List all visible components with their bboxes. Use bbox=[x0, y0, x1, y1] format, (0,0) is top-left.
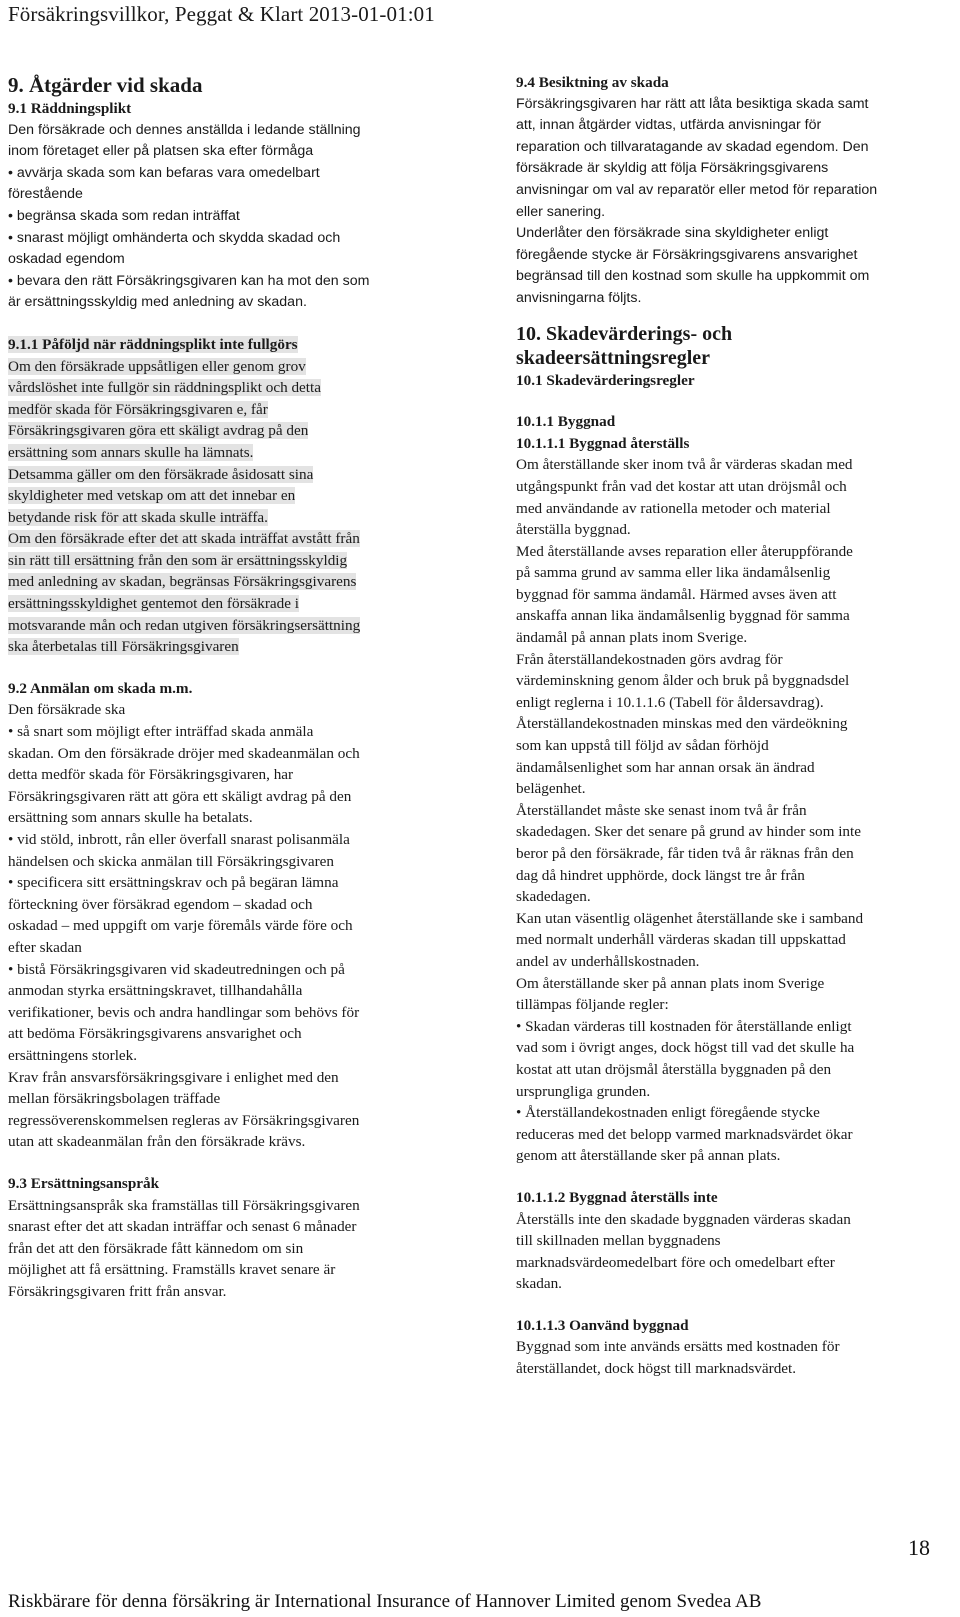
text-line: • vid stöld, inbrott, rån eller överfall snarast polisanmäla bbox=[8, 831, 350, 848]
text-line: snarast efter det att skadan inträffar och senast 6 månader bbox=[8, 1218, 357, 1236]
text-line: Den försäkrade ska bbox=[8, 701, 126, 719]
text-line: motsvarande mån och redan utgiven försäkringsersättning bbox=[8, 616, 361, 634]
text-line: skyldigheter med vetskap om att det innebar en bbox=[8, 487, 296, 505]
text-line: • så snart som möjligt efter inträffad skada anmäla bbox=[8, 723, 314, 741]
text-line: försäkrade är skyldig att följa Försäkringsgivarens bbox=[516, 160, 829, 177]
text-line: reparation och tillvaratagande av skadad egendom. Den bbox=[516, 138, 869, 155]
text-line: med anledning av skadan, begränsas Försäkringsgivarens bbox=[8, 573, 357, 591]
section-10-1-1-1-body bbox=[516, 454, 956, 1167]
section-10-1-1-2-title: 10.1.1.2 Byggnad återställs inte bbox=[516, 1188, 718, 1206]
text-line: regressöverenskommelsen regleras av Försäkringsgivaren bbox=[8, 1111, 360, 1129]
text-line: • Återställandekostnaden enligt föregående stycke bbox=[516, 1104, 820, 1122]
text-line: enligt reglerna i 10.1.1.6 (Tabell för åldersavdrag). bbox=[516, 693, 824, 711]
text-line: händelsen och skicka anmälan till Försäkringsgivaren bbox=[8, 852, 335, 870]
text-line: är ersättningsskyldig med anledning av skadan. bbox=[8, 294, 307, 311]
text-line: ursprungliga grunden. bbox=[516, 1082, 651, 1100]
text-line: skadan. bbox=[516, 1275, 562, 1293]
text-line: utan att skadeanmälan från den försäkrade krävs. bbox=[8, 1133, 306, 1151]
text-line: belägenhet. bbox=[516, 780, 586, 798]
text-line: oskadad – med uppgift om varje föremåls värde före och bbox=[8, 917, 353, 935]
text-line: Återställs inte den skadade byggnaden värderas skadan bbox=[516, 1210, 851, 1228]
section-9-1-title: 9.1 Räddningsplikt bbox=[8, 100, 132, 117]
text-line: Om den försäkrade efter det att skada inträffat avstått från bbox=[8, 530, 360, 548]
section-9-title: 9. Åtgärder vid skada bbox=[8, 73, 203, 97]
text-line: Om den försäkrade uppsåtligen eller genom grov bbox=[8, 357, 306, 375]
text-line: dag då hindret upphörde, dock längst tre år från bbox=[516, 866, 805, 884]
text-line: Försäkringsgivaren har rätt att låta besiktiga skada samt bbox=[516, 95, 869, 112]
section-9-1-1-p1 bbox=[8, 356, 440, 464]
section-10-1-1-3-body bbox=[516, 1336, 956, 1379]
text-line: kostat att utan dröjsmål återställa byggnaden på den bbox=[516, 1060, 832, 1078]
section-9-1-1-p2 bbox=[8, 464, 440, 529]
text-line: vårdslöshet inte fullgör sin räddningsplikt och detta bbox=[8, 379, 321, 397]
text-line: ersättning som annars skulle ha betalats. bbox=[8, 809, 253, 827]
text-line: Om återställande sker inom två år värderas skadan med bbox=[516, 456, 853, 474]
section-9-3-body bbox=[8, 1195, 440, 1303]
text-line: Försäkringsgivaren rätt att göra ett skäligt avdrag på den bbox=[8, 787, 352, 805]
page-footer: Riskbärare för denna försäkring är International Insurance of Hannover Limited genom Svedea AB bbox=[8, 1591, 762, 1612]
text-line: Försäkringsgivaren göra ett skäligt avdrag på den bbox=[8, 422, 309, 440]
text-line: Från återställandekostnaden görs avdrag för bbox=[516, 650, 783, 668]
text-line: • snarast möjligt omhänderta och skydda skadad och bbox=[8, 229, 341, 246]
text-line: • Skadan värderas till kostnaden för återställande enligt bbox=[516, 1017, 852, 1035]
text-line: efter skadan bbox=[8, 938, 82, 956]
section-9-2-title: 9.2 Anmälan om skada m.m. bbox=[8, 679, 193, 697]
text-line: från det att den försäkrade fått kännedom om sin bbox=[8, 1239, 304, 1257]
section-10-1-1-2-body bbox=[516, 1209, 956, 1295]
text-line: skadan. Om den försäkrade dröjer med skadeanmälan och bbox=[8, 744, 360, 762]
right-column bbox=[516, 66, 956, 1380]
text-line: som kan uppstå till följd av sådan förhöjd bbox=[516, 737, 769, 755]
text-line: skadedagen. Sker det senare på grund av hinder som inte bbox=[516, 823, 861, 841]
text-line: Återställandet måste ske senast inom två år från bbox=[516, 801, 807, 819]
text-line: • bevara den rätt Försäkringsgivaren kan ha mot den som bbox=[8, 272, 370, 289]
text-line: möjlighet att få ersättning. Framställs kravet senare är bbox=[8, 1261, 336, 1279]
text-line: Detsamma gäller om den försäkrade åsidosatt sina bbox=[8, 465, 314, 483]
text-line: att, innan åtgärder vidtas, utfärda anvisningar för bbox=[516, 117, 822, 134]
section-9-4-title: 9.4 Besiktning av skada bbox=[516, 74, 669, 91]
text-line: Med återställande avses reparation eller återuppförande bbox=[516, 542, 853, 560]
text-line: andel av underhållskostnaden. bbox=[516, 952, 700, 970]
section-10-1-1-1-title: 10.1.1.1 Byggnad återställs bbox=[516, 434, 690, 452]
text-line: Krav från ansvarsförsäkringsgivare i enlighet med den bbox=[8, 1068, 339, 1086]
text-line: med användande av rationella metoder och material bbox=[516, 499, 831, 517]
text-line: • specificera sitt ersättningskrav och på begäran lämna bbox=[8, 874, 339, 892]
text-line: Ersättningsanspråk ska framställas till Försäkringsgivaren bbox=[8, 1196, 360, 1214]
text-line: värdeminskning genom ålder och bruk på byggnadsdel bbox=[516, 672, 850, 690]
section-10-1-title: 10.1 Skadevärderingsregler bbox=[516, 371, 695, 389]
text-line: ersättningens storlek. bbox=[8, 1046, 138, 1064]
text-line: marknadsvärdeomedelbart före och omedelbart efter bbox=[516, 1253, 835, 1271]
text-line: eller sanering. bbox=[516, 203, 606, 220]
text-line: verifikationer, bevis och andra handlingar som behövs för bbox=[8, 1003, 360, 1021]
section-10-title-line2: skadeersättningsregler bbox=[516, 346, 711, 369]
text-line: ersättningsskyldighet gentemot den försäkrade i bbox=[8, 595, 300, 613]
text-line: Kan utan väsentlig olägenhet återställande ske i samband bbox=[516, 909, 864, 927]
text-line: sin rätt till ersättning från den som är ersättningsskyldig bbox=[8, 551, 348, 569]
text-line: återställa byggnad. bbox=[516, 521, 631, 539]
text-line: tillämpas följande regler: bbox=[516, 996, 669, 1014]
page-header: Försäkringsvillkor, Peggat & Klart 2013-01-01:01 bbox=[8, 2, 435, 26]
text-line: förteckning över försäkrad egendom – skadad och bbox=[8, 895, 313, 913]
section-10-title-line1: 10. Skadevärderings- och bbox=[516, 322, 733, 345]
text-line: Den försäkrade och dennes anställda i ledande ställning bbox=[8, 121, 361, 138]
text-line: Försäkringsgivaren fritt från ansvar. bbox=[8, 1282, 227, 1300]
text-line: ersättning som annars skulle ha lämnats. bbox=[8, 443, 254, 461]
text-line: betydande risk för att skada skulle inträffa. bbox=[8, 508, 268, 526]
left-column bbox=[8, 66, 440, 1302]
text-line: detta medför skada för Försäkringsgivaren, har bbox=[8, 766, 294, 784]
section-9-4-body bbox=[516, 94, 956, 310]
section-10-1-1-3-title: 10.1.1.3 Oanvänd byggnad bbox=[516, 1316, 689, 1334]
text-line: • avvärja skada som kan befaras vara omedelbart bbox=[8, 164, 320, 181]
text-line: ändamål på annan plats inom Sverige. bbox=[516, 629, 748, 647]
text-line: medför skada för Försäkringsgivaren e, får bbox=[8, 400, 268, 418]
section-9-1-body bbox=[8, 120, 440, 314]
text-line: beror på den försäkrade, får tiden två år räknas från den bbox=[516, 845, 854, 862]
text-line: genom att återställande sker på annan plats. bbox=[516, 1147, 781, 1165]
text-line: inom företaget eller på platsen ska efter förmåga bbox=[8, 143, 314, 160]
text-line: ändamålsenlighet som har annan orsak än ändrad bbox=[516, 758, 815, 776]
text-line: anvisningar om val av reparatör eller metod för reparation bbox=[516, 181, 878, 198]
text-line: återställandet, dock högst till marknadsvärdet. bbox=[516, 1360, 797, 1378]
section-9-3-title: 9.3 Ersättningsanspråk bbox=[8, 1174, 160, 1192]
text-line: • begränsa skada som redan inträffat bbox=[8, 207, 240, 224]
section-9-2-body bbox=[8, 699, 440, 1152]
text-line: utgångspunkt från vad det kostar att utan dröjsmål och bbox=[516, 477, 847, 495]
text-line: Underlåter den försäkrade sina skyldigheter enligt bbox=[516, 225, 829, 242]
text-line: skadedagen. bbox=[516, 888, 591, 906]
text-line: Om återställande sker på annan plats inom Sverige bbox=[516, 974, 825, 992]
text-line: byggnad för samma ändamål. Härmed avses även att bbox=[516, 585, 837, 603]
text-line: mellan försäkringsbolagen träffade bbox=[8, 1090, 221, 1108]
page-number: 18 bbox=[908, 1535, 930, 1560]
text-line: vad som i övrigt anges, dock högst till vad det skulle ha bbox=[516, 1039, 855, 1057]
text-line: Återställandekostnaden minskas med den värdeökning bbox=[516, 715, 848, 733]
text-line: begränsad till den kostnad som skulle ha uppkommit om bbox=[516, 268, 870, 285]
text-line: reduceras med det belopp varmed marknadsvärdet ökar bbox=[516, 1125, 853, 1143]
text-line: anskaffa annan lika ändamålsenlig byggnad för samma bbox=[516, 607, 850, 625]
text-line: • bistå Försäkringsgivaren vid skadeutredningen och på bbox=[8, 960, 345, 978]
text-line: anvisningarna följts. bbox=[516, 289, 642, 306]
text-line: ska återbetalas till Försäkringsgivaren bbox=[8, 638, 239, 656]
text-line: föregående stycke är Försäkringsgivarens ansvarighet bbox=[516, 246, 858, 263]
section-9-1-1-p3 bbox=[8, 528, 440, 658]
text-line: med normalt underhåll värderas skadan till uppskattad bbox=[516, 931, 846, 949]
text-line: förestående bbox=[8, 186, 83, 203]
text-line: att bedöma Försäkringsgivarens ansvarighet och bbox=[8, 1025, 302, 1043]
text-line: på samma grund av samma eller lika ändamålsenlig bbox=[516, 564, 831, 582]
text-line: oskadad egendom bbox=[8, 251, 125, 268]
text-line: anmodan styrka ersättningskravet, tillhandahålla bbox=[8, 982, 303, 1000]
text-line: Byggnad som inte används ersätts med kostnaden för bbox=[516, 1338, 840, 1356]
text-line: till skillnaden mellan byggnadens bbox=[516, 1232, 721, 1250]
section-9-1-1-title: 9.1.1 Påföljd när räddningsplikt inte fullgörs bbox=[8, 335, 298, 353]
section-10-1-1-title: 10.1.1 Byggnad bbox=[516, 413, 616, 431]
